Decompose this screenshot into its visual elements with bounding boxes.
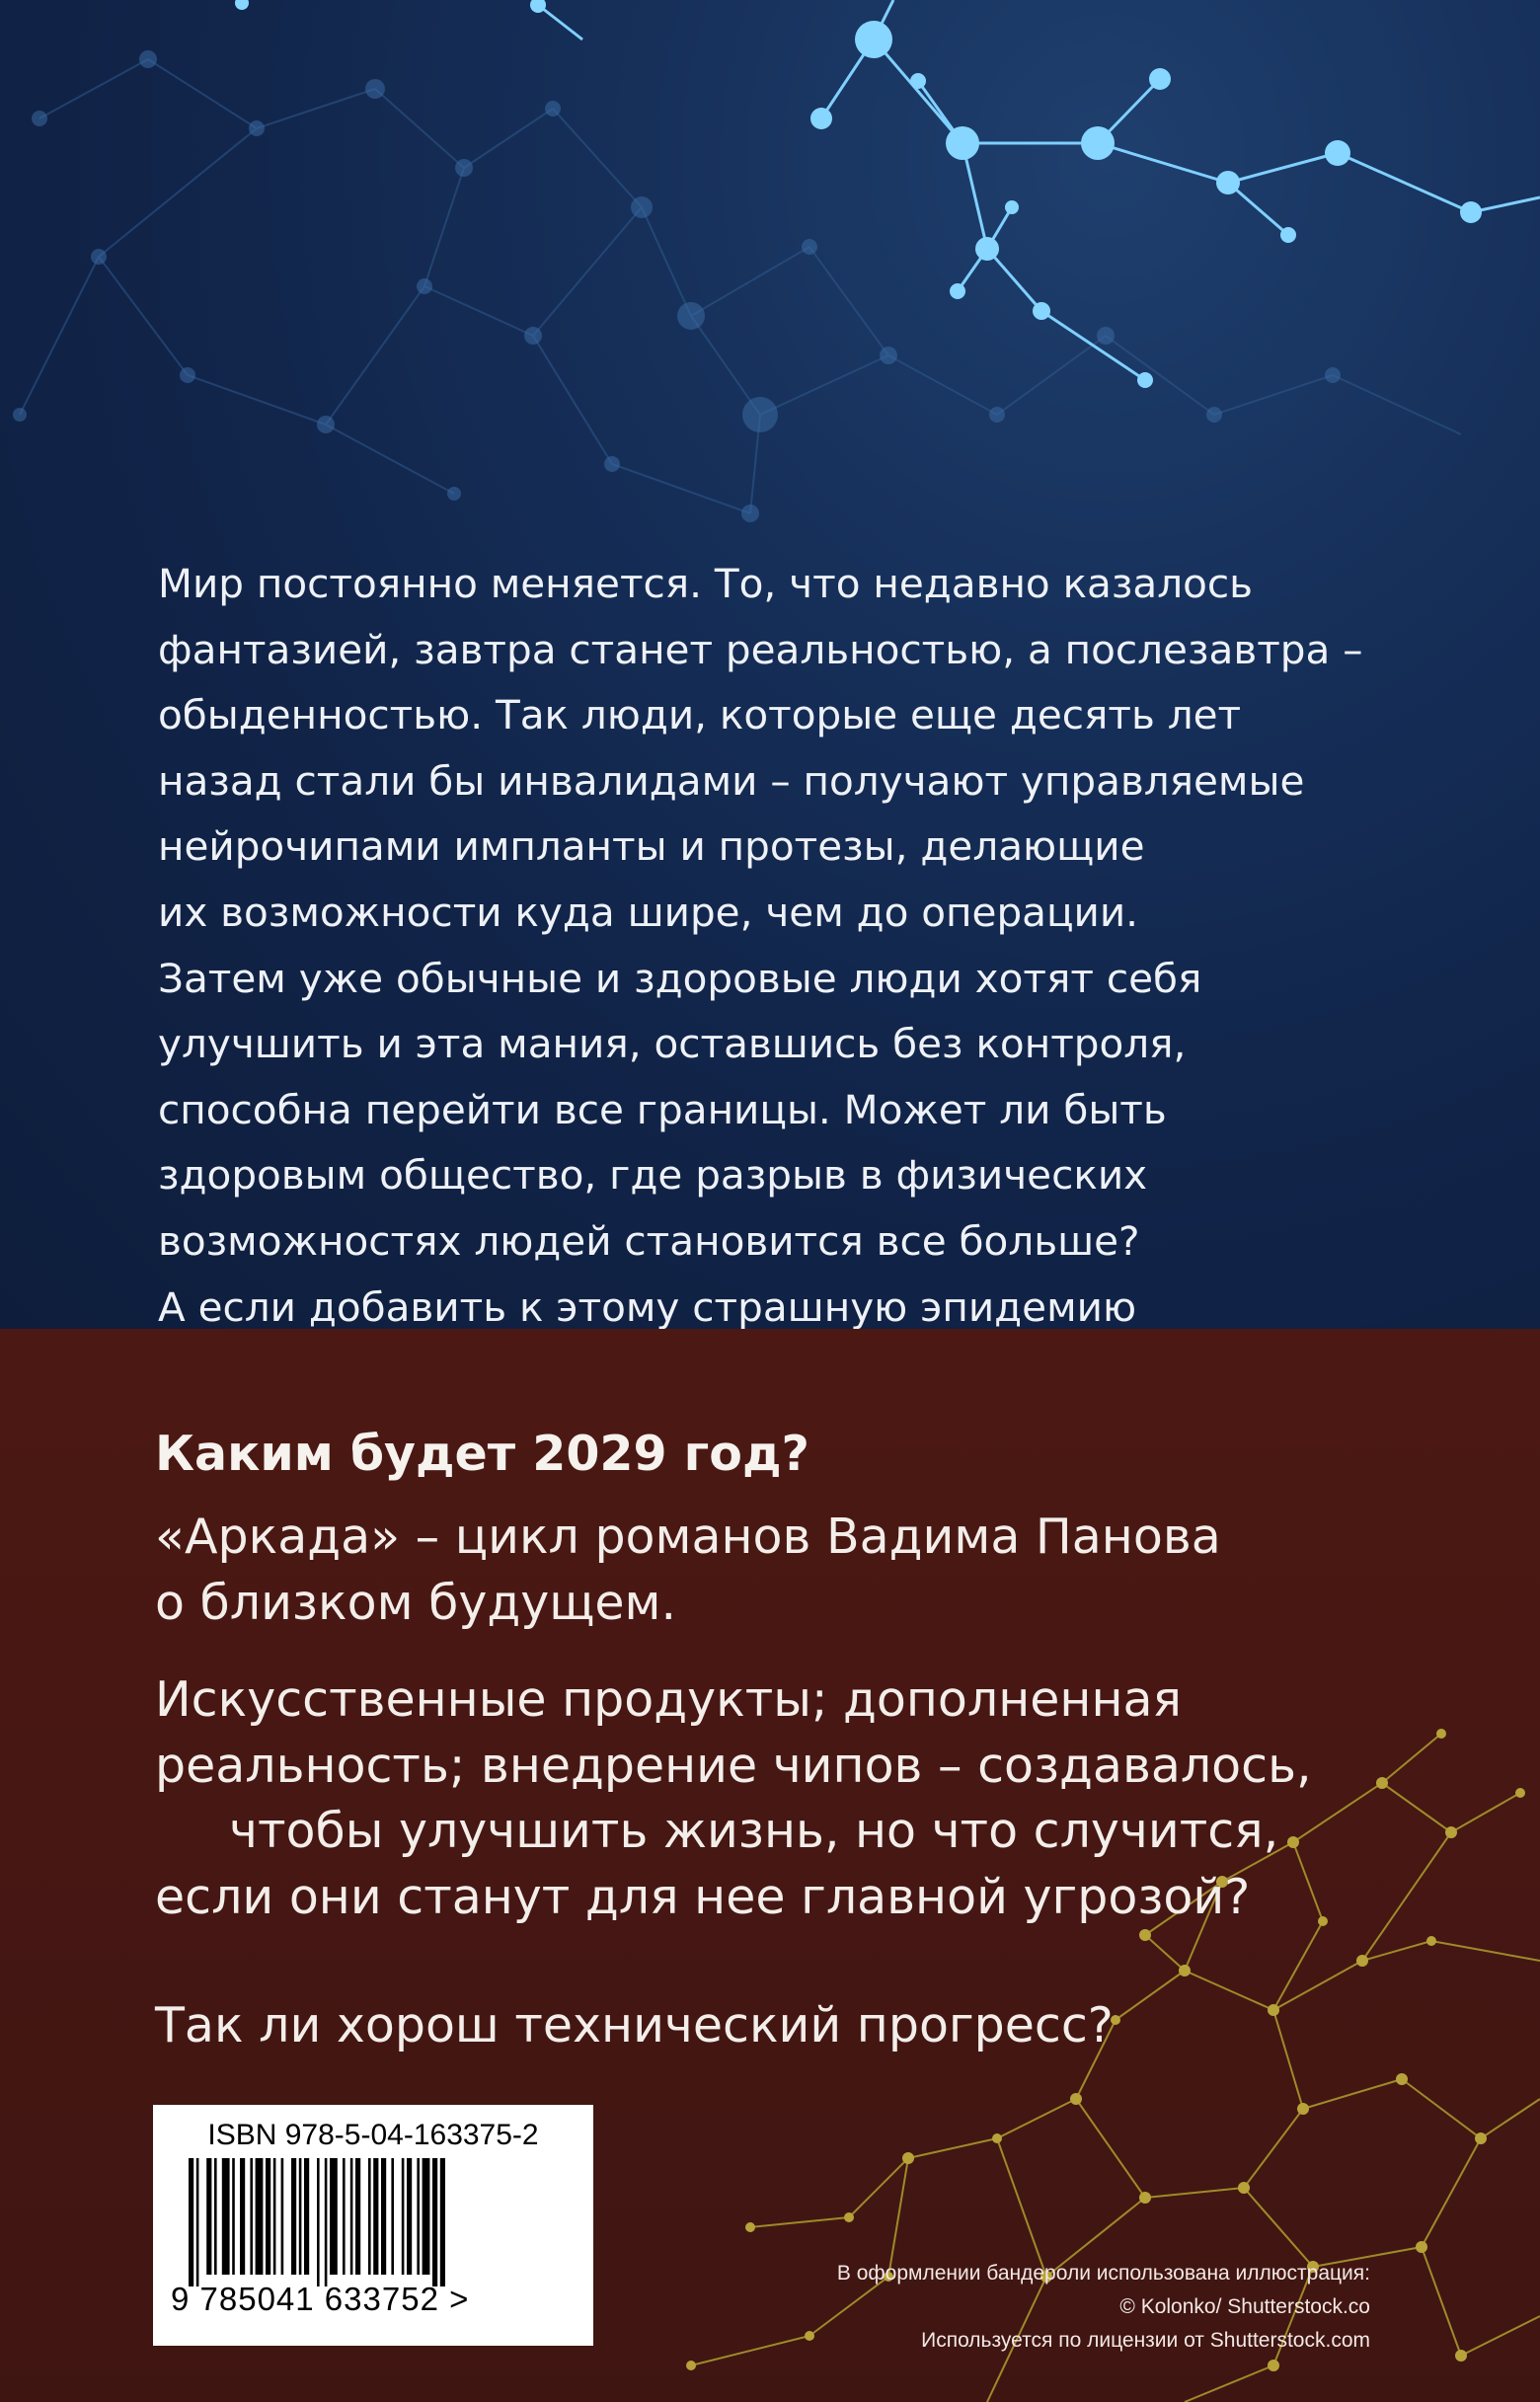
barcode-bar [440,2158,445,2286]
barcode-bar [281,2158,284,2275]
barcode-bar [291,2158,296,2275]
description-line: улучшить и эта мания, оставшись без контроля, [158,1020,1187,1068]
barcode-bar [232,2158,235,2275]
isbn-barcode [153,2105,593,2346]
description-line: обыденностью. Так люди, которые еще десять лет [158,691,1242,739]
barcode-bars [189,2158,544,2286]
barcode-bar [299,2158,302,2275]
description-paragraph [158,551,1461,1329]
description-line: назад стали бы инвалидами – получают управляемые [158,756,1305,805]
blurb-heading: Каким будет 2029 год? [155,1426,809,1482]
barcode-bar [222,2158,230,2275]
description-line: Мир постоянно меняется. То, что недавно казалось [158,560,1254,607]
barcode-bar [432,2158,437,2286]
barcode-bar [373,2158,378,2275]
barcode-bar [423,2158,430,2275]
blurb-intro-line: «Аркада» – цикл романов Вадима Панова [155,1509,1221,1565]
blurb-closing: Так ли хорош технический прогресс? [155,1997,1114,2053]
barcode-bar [330,2158,338,2275]
barcode-bar [343,2158,346,2275]
barcode-bar [206,2158,211,2275]
description-line: здоровым общество, где разрыв в физических [158,1151,1148,1200]
barcode-bar [256,2158,264,2275]
blurb-intro-line: о близком будущем. [155,1574,677,1631]
barcode-bar [355,2158,360,2275]
barcode-bar [325,2158,328,2286]
barcode-bar [391,2158,394,2275]
barcode-bar [407,2158,412,2275]
barcode-bar [189,2158,193,2286]
credit-line: © Kolonko/ Shutterstock.co [1119,2295,1370,2318]
blurb-body-line: если они станут для нее главной угрозой? [155,1868,1251,1925]
barcode-bar [350,2158,353,2275]
blurb-body-line: Искусственные продукты; дополненная [155,1671,1182,1728]
description-line: А если добавить к этому страшную эпидемию [158,1282,1137,1329]
blurb-intro [155,1505,1221,1636]
credit-line: Используется по лицензии от Shutterstock.com [921,2329,1370,2352]
barcode-bar [417,2158,420,2275]
barcode-bar [250,2158,253,2275]
blurb-body-line: чтобы улучшить жизнь, но что случится, [229,1803,1279,1859]
barcode-bar [317,2158,320,2286]
blurb-body-line: реальность; внедрение чипов – создавалось, [155,1737,1312,1794]
description-line: возможностях людей становится все больше? [158,1216,1140,1265]
barcode-bar [266,2158,270,2275]
barcode-digits: 9 785041 633752 > [171,2281,470,2317]
description-line: нейрочипами импланты и протезы, делающие [158,822,1145,871]
barcode-bar [368,2158,371,2275]
description-line: способна перейти все границы. Может ли быть [158,1085,1167,1133]
illustration-credit [837,2257,1370,2358]
isbn-label: ISBN 978-5-04-163375-2 [207,2119,539,2151]
barcode-bar [214,2158,217,2275]
barcode-bar [381,2158,386,2275]
barcode-bar [273,2158,276,2275]
barcode-bar [240,2158,245,2275]
barcode-bar [402,2158,405,2275]
description-line: фантазией, завтра станет реальностью, а послезавтра – [158,625,1363,673]
blurb-body [155,1667,1312,1930]
description-line: Затем уже обычные и здоровые люди хотят себя [158,954,1202,1002]
barcode-bar [196,2158,199,2286]
credit-line: В оформлении бандероли использована иллюстрация: [836,2262,1370,2285]
barcode-bar [304,2158,309,2275]
description-line: их возможности куда шире, чем до операции. [158,888,1139,936]
